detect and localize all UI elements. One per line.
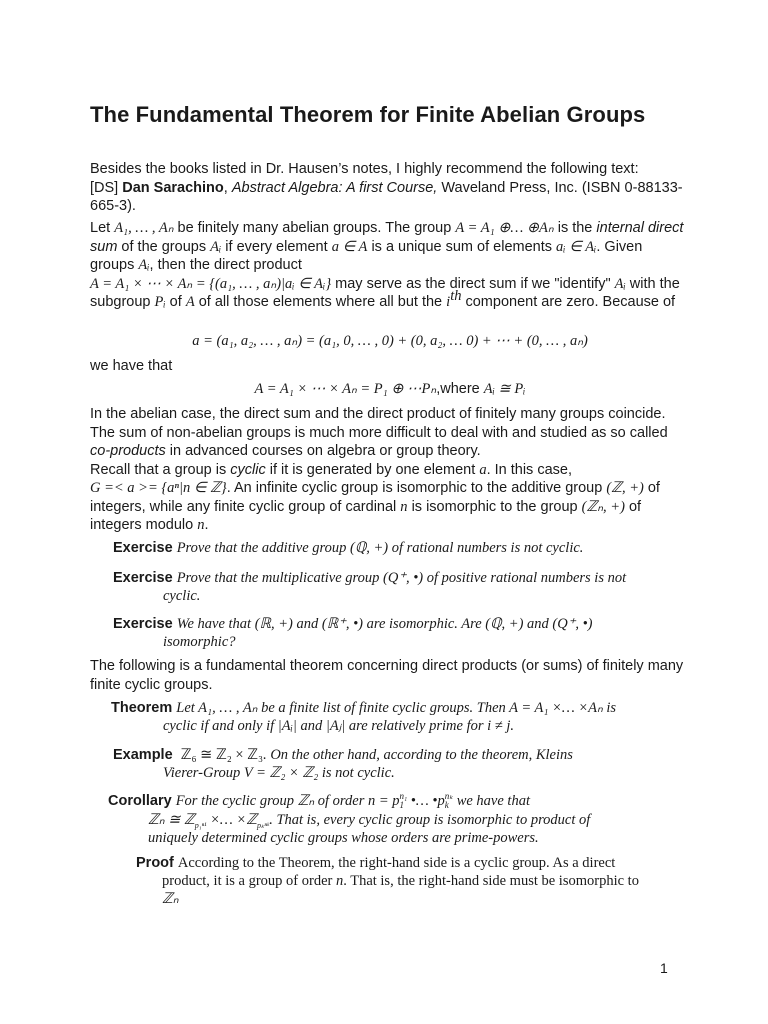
intro-text: Besides the books listed in Dr. Hausen’s notes, I highly recommend the following text:	[90, 161, 639, 177]
exercise-label: Exercise	[113, 570, 173, 586]
corollary-text-cont: uniquely determined cyclic groups whose orders are prime-powers.	[148, 830, 539, 847]
math: Aᵢ	[614, 275, 626, 292]
subscript: p₁ⁿ¹	[194, 821, 207, 831]
exercise-3	[113, 615, 673, 651]
text: Recall that a group is	[90, 461, 231, 478]
math: A₁, … , Aₙ	[114, 220, 174, 236]
example	[113, 746, 673, 782]
exercise-text-cont: cyclic.	[163, 588, 201, 604]
direct-sum-paragraph	[90, 219, 690, 312]
superscript: nₖ	[444, 791, 454, 802]
ref-sep: ,	[223, 179, 232, 196]
text: In the abelian case, the direct sum and the direct product of finitely many groups coincide. The sum of non-abelian groups is much more difficult to deal with and studied as so called	[90, 406, 668, 441]
page-title: The Fundamental Theorem for Finite Abelian Groups	[90, 102, 646, 127]
math: A = A₁ × ⋯ × Aₙ = {(a₁, … , aₙ)|aᵢ ∈ Aᵢ}	[90, 275, 332, 292]
cyclic-paragraph	[90, 405, 690, 535]
text: is isomorphic to the group	[407, 498, 582, 515]
proof	[136, 854, 681, 908]
proof-text: According to the Theorem, the right-hand side is a cyclic group. As a direct	[177, 855, 616, 871]
fundamental-theorem-intro: The following is a fundamental theorem concerning direct products (or sums) of finitely many finite cyclic groups.	[90, 658, 684, 693]
math: A	[185, 294, 195, 310]
ref-author: Dan Sarachino	[122, 179, 224, 196]
math: n	[400, 498, 408, 515]
proof-label: Proof	[136, 855, 174, 871]
text: .	[204, 517, 209, 533]
math: A = A₁ ⊕… ⊕Aₙ	[455, 220, 554, 236]
corollary-text: ℤₙ ≅ ℤ	[148, 812, 195, 829]
proof-text-cont: ℤₙ	[162, 891, 179, 907]
example-text: . On the other hand, according to the theorem, Kleins	[263, 747, 573, 763]
text: . In this case,	[486, 461, 572, 478]
subscript: 1	[399, 800, 405, 811]
theorem-text: Let A₁, … , Aₙ be a finite list of finite cyclic groups. Then A = A₁ ×… ×Aₙ is	[176, 700, 617, 716]
exercise-text-cont: isomorphic?	[163, 634, 236, 650]
exercise-2	[113, 569, 673, 605]
proof-text: . That is, the right-hand side must be isomorphic to	[343, 873, 639, 889]
equation-2	[90, 380, 690, 399]
math: (ℤₙ, +)	[581, 498, 625, 515]
text: be finitely many abelian groups. The group	[173, 220, 456, 236]
equation-1: a = (a₁, a₂, … , aₙ) = (a₁, 0, … , 0) + (0, a₂, … 0) + ⋯ + (0, … , aₙ)	[192, 333, 588, 349]
text: in advanced courses on algebra or group theory.	[165, 443, 481, 459]
ref-title: Abstract Algebra: A first Course,	[231, 179, 438, 196]
superscript: n₁	[399, 791, 408, 802]
math: A = A₁ × ⋯ × Aₙ = P₁ ⊕ ⋯Pₙ	[254, 381, 437, 397]
we-have-that: we have that	[90, 358, 173, 374]
corollary-text: •… •p	[407, 793, 445, 809]
emphasis: internal direct sum	[90, 220, 684, 255]
text: . An infinite cyclic group is isomorphic to the additive group	[226, 480, 607, 496]
math: a ∈ A	[331, 238, 368, 255]
subscript: pₖⁿᵏ	[257, 821, 270, 831]
text: is the	[553, 220, 597, 236]
intro-paragraph	[90, 160, 690, 216]
text: of integers, while any finite cyclic group of cardinal	[90, 480, 660, 515]
example-label: Example	[113, 747, 173, 763]
math: n	[197, 517, 205, 533]
theorem-text-cont: cyclic if and only if |Aᵢ| and |Aⱼ| are relatively prime for i ≠ j.	[163, 718, 515, 734]
text: of the groups	[117, 238, 211, 255]
text: if it is generated by one element	[265, 461, 480, 478]
exercise-label: Exercise	[113, 616, 173, 632]
math: (ℤ, +)	[606, 480, 644, 496]
emphasis: cyclic	[230, 461, 266, 478]
text: may serve as the direct sum if we "identify"	[331, 275, 615, 292]
text: Let	[90, 220, 115, 236]
text: ,where	[436, 381, 484, 397]
emphasis: co-products	[90, 443, 166, 459]
theorem	[111, 699, 676, 735]
ref-tag: [DS]	[90, 179, 123, 196]
text: with the subgroup	[90, 275, 680, 310]
subscript: k	[444, 800, 449, 811]
math: i	[446, 294, 451, 310]
text: of integers modulo	[90, 498, 642, 533]
exercise-1	[113, 539, 673, 557]
corollary	[108, 792, 678, 847]
math: Aᵢ	[210, 238, 222, 255]
text: component are zero. Because of	[461, 294, 676, 310]
exercise-text: We have that (ℝ, +) and (ℝ⁺, •) are isomorphic. Are (ℚ, +) and (Q⁺, •)	[176, 616, 593, 632]
corollary-text: . That is, every cyclic group is isomorphic to product of	[269, 812, 591, 829]
math: Pᵢ	[154, 294, 166, 310]
math: n	[335, 873, 344, 889]
example-math: ℤ₆ ≅ ℤ₂ × ℤ₃	[180, 747, 264, 763]
corollary-text: ×… ×ℤ	[206, 812, 257, 829]
text: , then the direct product	[149, 257, 302, 273]
math: Aᵢ	[138, 257, 150, 273]
theorem-label: Theorem	[111, 700, 173, 716]
text: is a unique sum of elements	[367, 238, 557, 255]
text: . Given groups	[90, 238, 643, 273]
text: if every element	[221, 238, 332, 255]
exercise-label: Exercise	[113, 540, 173, 556]
corollary-text: For the cyclic group ℤₙ of order n = p	[175, 793, 400, 809]
ref-rest: Waveland Press, Inc. (ISBN 0-88133-665-3).	[90, 179, 683, 214]
corollary-text: we have that	[453, 793, 530, 809]
corollary-label: Corollary	[108, 793, 172, 809]
exercise-text: Prove that the additive group (ℚ, +) of rational numbers is not cyclic.	[176, 540, 584, 556]
text: of all those elements where all but the	[194, 294, 447, 310]
math: a	[479, 461, 487, 478]
text: of	[165, 294, 186, 310]
math-superscript: th	[450, 288, 462, 305]
math: Aᵢ ≅ Pᵢ	[483, 381, 526, 397]
proof-text: product, it is a group of order	[162, 873, 336, 889]
example-text-cont: Vierer-Group V = ℤ₂ × ℤ₂ is not cyclic.	[163, 765, 395, 781]
exercise-text: Prove that the multiplicative group (Q⁺, •) of positive rational numbers is not	[176, 570, 627, 586]
page-number: 1	[660, 960, 668, 976]
math: G =< a >= {aⁿ|n ∈ ℤ}	[90, 480, 227, 496]
math: aᵢ ∈ Aᵢ	[556, 238, 597, 255]
